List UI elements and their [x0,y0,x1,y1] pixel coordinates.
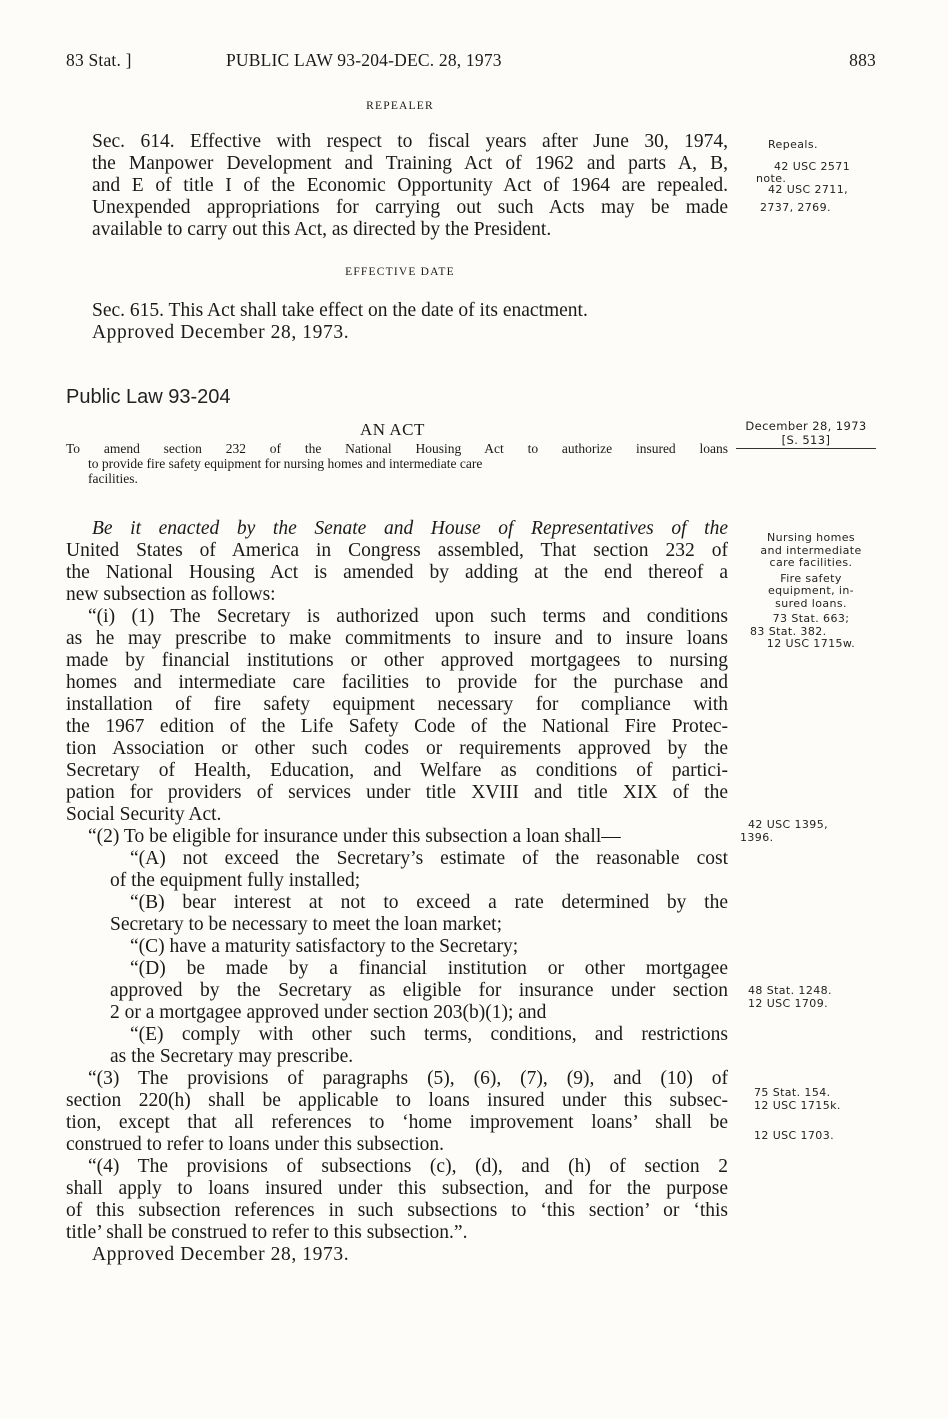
subsection-line: the 1967 edition of the Life Safety Code of the National Fire Protec- [66,716,728,737]
paragraph-4-line: of this subsection references in such subsections to ‘this section’ or ‘this [66,1200,728,1221]
margin-note: 73 Stat. 663; [772,612,850,625]
header-title: PUBLIC LAW 93-204-DEC. 28, 1973 [226,50,502,70]
margin-note: 2737, 2769. [760,201,831,214]
repealer-line: available to carry out this Act, as directed by the President. [92,219,552,240]
margin-note: 1396. [740,830,774,844]
clause-d-line: “(D) be made by a financial institution or other mortgagee [130,958,728,979]
margin-note: equipment, in- [767,584,855,597]
margin-note: note. [756,172,787,185]
date-note: December 28, 1973 [745,419,867,433]
paragraph-2-intro: “(2) To be eligible for insurance under this subsection a loan shall— [88,826,621,847]
repealer-line: Unexpended appropriations for carrying out such Acts may be made [92,197,728,218]
repealer-section [92,131,728,241]
margin-note: 12 USC 1715w. [766,637,856,650]
clause-d-line: 2 or a mortgagee approved under section 203(b)(1); and [110,1002,547,1023]
margin-stat-1248 [748,985,868,1010]
margin-note: 75 Stat. 154. [754,1086,831,1099]
paragraph-4-line: shall apply to loans insured under this subsection, and for the purpose [66,1178,728,1199]
margin-note: Nursing homes [766,531,856,544]
margin-date [736,420,876,449]
effective-date-approved: Approved December 28, 1973. [92,322,350,343]
clause-b-line: Secretary to be necessary to meet the loan market; [110,914,502,935]
act-label: AN ACT [360,420,425,439]
header-stat-ref: 83 Stat. ] [66,50,132,70]
margin-nursing [736,532,886,651]
paragraph-3-line: “(3) The provisions of paragraphs (5), (6), (7), (9), and (10) of [88,1068,728,1089]
subsection-line: Secretary of Health, Education, and Welfare as conditions of partici- [66,760,728,781]
act-purpose [66,441,728,486]
subsection-line: as he may prescribe to make commitments to insure and to insure loans [66,628,728,649]
margin-note: 42 USC 1395, [748,818,828,831]
clause-a-line: “(A) not exceed the Secretary’s estimate of the reasonable cost [130,848,728,869]
margin-stat-154 [754,1087,874,1112]
repealer-line: Sec. 614. Effective with respect to fiscal years after June 30, 1974, [92,131,728,152]
purpose-line: To amend section 232 of the National Housing Act to authorize insured loans [66,441,728,456]
margin-repeals [756,138,878,215]
margin-note: Repeals. [768,138,818,151]
paragraph-4-line: title’ shall be construed to refer to this subsection.”. [66,1222,468,1243]
enactment-line: United States of America in Congress assembled, That section 232 of [66,540,728,561]
margin-note: care facilities. [769,556,853,569]
margin-note: sured loans. [775,596,847,610]
enactment-line: new subsection as follows: [66,584,276,605]
enactment-line: Be it enacted by the Senate and House of Representatives of the [92,518,728,539]
paragraph-3-line: construed to refer to loans under this subsection. [66,1134,444,1155]
closing-approved: Approved December 28, 1973. [92,1244,350,1265]
paragraph-4-line: “(4) The provisions of subsections (c), (d), and (h) of section 2 [88,1156,728,1177]
margin-note: Fire safety [780,571,842,585]
public-law-title: Public Law 93-204 [66,386,231,408]
effective-date-heading: EFFECTIVE DATE [345,266,455,278]
bill-note: [S. 513] [781,432,831,447]
enactment-clause [66,518,728,606]
margin-usc-1703 [754,1130,874,1143]
repealer-line: the Manpower Development and Training Act of 1962 and parts A, B, [92,153,728,174]
margin-note: 48 Stat. 1248. [748,984,832,997]
clause-c-line: “(C) have a maturity satisfactory to the Secretary; [130,936,519,957]
paragraph-3-line: section 220(h) shall be applicable to loans insured under this subsec- [66,1090,728,1111]
repealer-heading: REPEALER [366,100,434,112]
margin-note: 83 Stat. 382. [750,624,827,638]
clause-b-line: “(B) bear interest at not to exceed a rate determined by the [130,892,728,913]
margin-rule [736,448,876,449]
margin-note: 12 USC 1703. [754,1129,834,1142]
clause-a-line: of the equipment fully installed; [110,870,361,891]
subsection-line: Social Security Act. [66,804,222,825]
paragraph-4 [66,1156,728,1244]
margin-note: 12 USC 1715k. [754,1098,841,1112]
margin-note: 42 USC 2571 [774,159,851,173]
effective-date-section [92,300,752,344]
page-number: 883 [849,50,876,70]
subsection-line: “(i) (1) The Secretary is authorized upon such terms and conditions [88,606,728,627]
purpose-line: to provide fire safety equipment for nursing homes and intermediate care [88,456,483,471]
subsection-line: installation of fire safety equipment necessary for compliance with [66,694,728,715]
repealer-line: and E of title I of the Economic Opportunity Act of 1964 are repealed. [92,175,728,196]
clause-d-line: approved by the Secretary as eligible for insurance under section [110,980,728,1001]
subsection-line: tion Association or other such codes or requirements approved by the [66,738,728,759]
paragraph-3 [66,1068,728,1156]
clause-e-line: as the Secretary may prescribe. [110,1046,354,1067]
margin-note: 42 USC 2711, [768,182,848,196]
paragraph-2 [66,826,728,1068]
enactment-line: the National Housing Act is amended by adding at the end thereof a [66,562,728,583]
effective-date-text: Sec. 615. This Act shall take effect on the date of its enactment. [92,300,588,321]
margin-note: 12 USC 1709. [748,996,828,1010]
margin-note: and intermediate [760,543,862,557]
clause-e-line: “(E) comply with other such terms, conditions, and restrictions [130,1024,728,1045]
margin-ssa [740,818,868,844]
subsection-line: made by financial institutions or other approved mortgagees to nursing [66,650,728,671]
subsection-i-1 [66,606,728,826]
purpose-line: facilities. [88,471,138,486]
paragraph-3-line: tion, except that all references to ‘home improvement loans’ shall be [66,1112,728,1133]
subsection-line: pation for providers of services under title XVIII and title XIX of the [66,782,728,803]
subsection-line: homes and intermediate care facilities to provide for the purchase and [66,672,728,693]
